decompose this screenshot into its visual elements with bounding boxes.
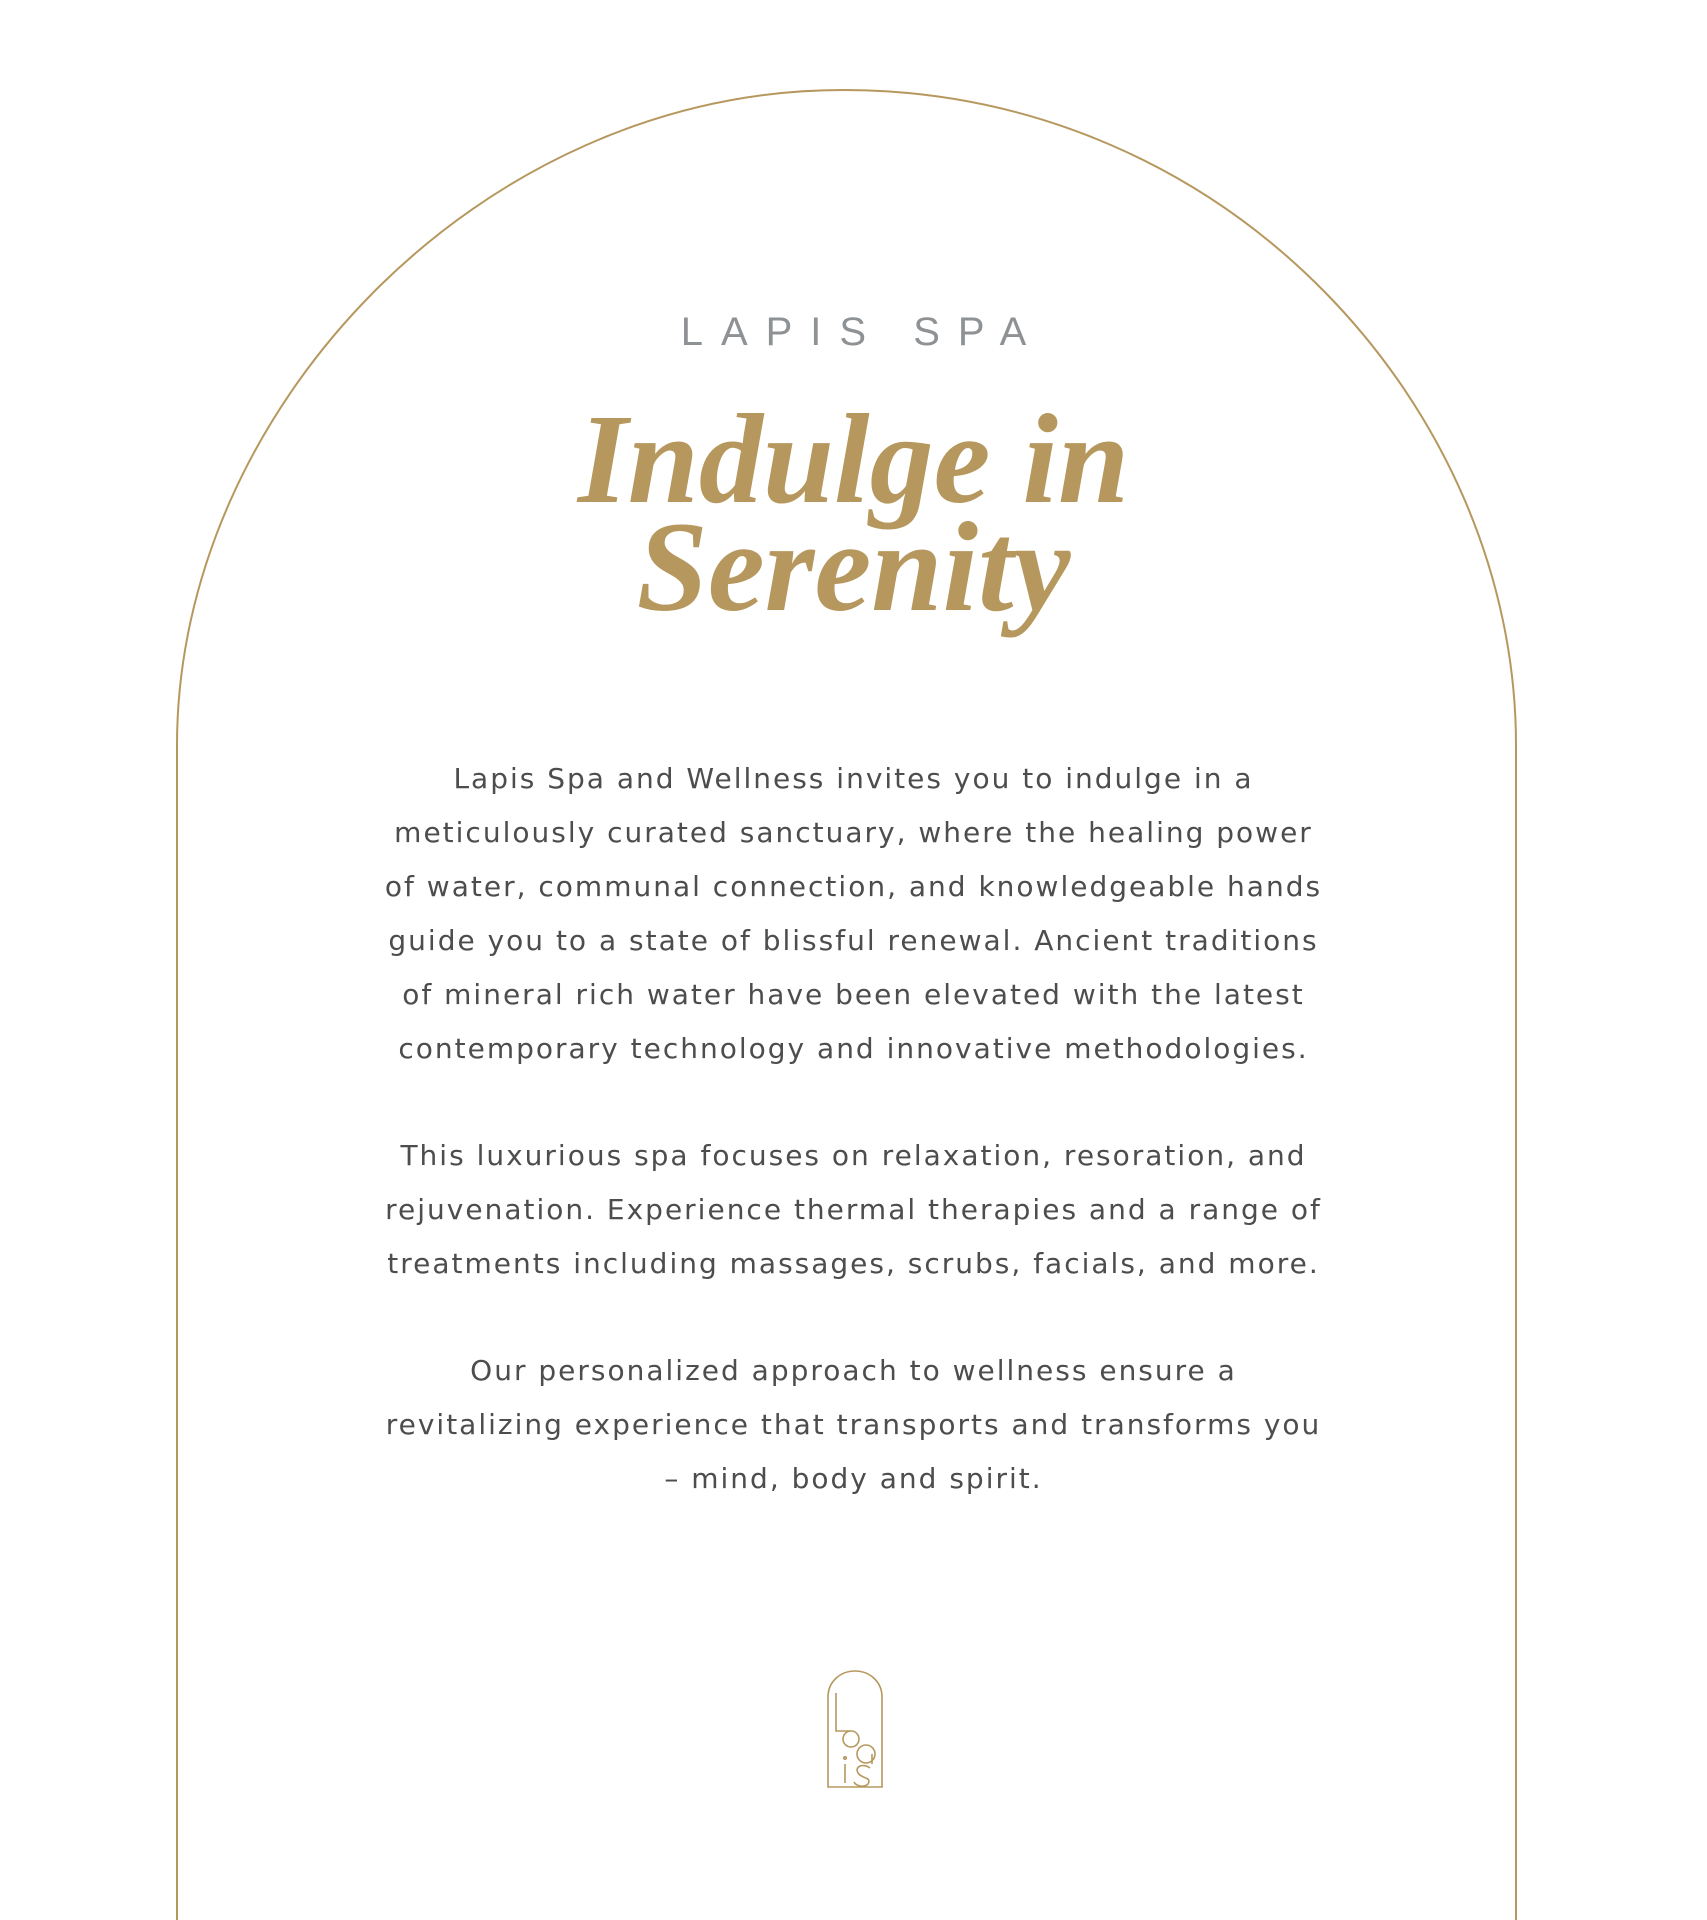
page-headline xyxy=(0,388,1707,638)
lapis-arch-monogram-icon xyxy=(826,1669,884,1789)
headline-line-1: Indulge in xyxy=(577,388,1130,530)
services-paragraph: This luxurious spa focuses on relaxation, resoration, and rejuvenation. Experience thermal therapies and a range of treatments including massages, scrubs, facials, and more. xyxy=(385,1139,1322,1280)
brand-eyebrow: LAPIS SPA xyxy=(680,310,1045,354)
headline-line-2: Serenity xyxy=(636,496,1071,638)
approach-paragraph: Our personalized approach to wellness ensure a revitalizing experience that transports and transforms you – mind, body and spirit. xyxy=(385,1354,1322,1495)
intro-paragraph: Lapis Spa and Wellness invites you to indulge in a meticulously curated sanctuary, where the healing power of water, communal connection, and knowledgeable hands guide you to a state of blissful renewal. Ancient traditions of mineral rich water have been elevated with the latest contemporary technology and innovative methodologies. xyxy=(384,762,1323,1065)
